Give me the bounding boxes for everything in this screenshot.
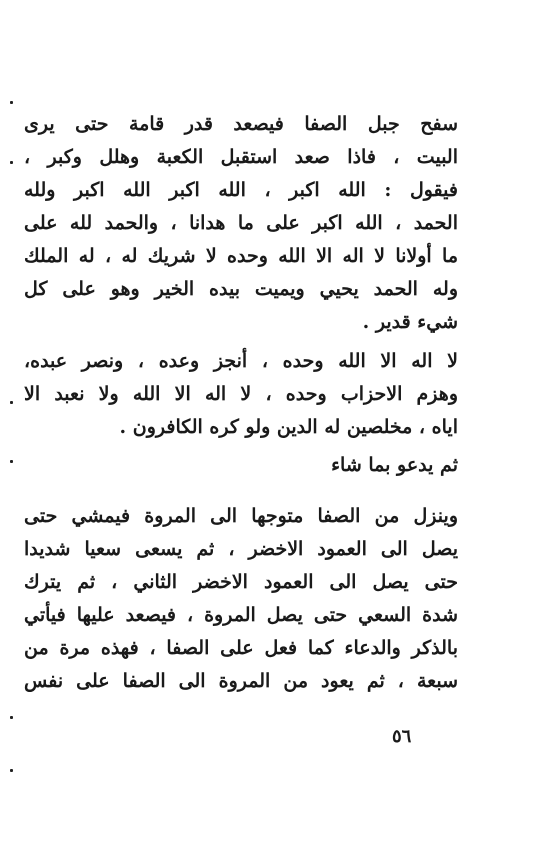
paragraph-4 [24,500,458,698]
paragraph-1 [24,108,458,339]
text-line: الحمد ، الله اكبر على ما هدانا ، والحمد لله على [24,212,458,234]
text-line: سبعة ، ثم يعود من المروة الى الصفا على نفس [24,670,458,692]
scan-speck [10,161,13,164]
text-line: يصل الى العمود الاخضر ، ثم يسعى سعيا شديدا [24,538,458,560]
text-line: ما أولانا لا اله الا الله وحده لا شريك له ، له الملك [24,245,458,267]
text-line: سفح جبل الصفا فيصعد قدر قامة حتى يرى [24,113,458,135]
scan-speck [10,101,13,104]
text-line: وينزل من الصفا متوجها الى المروة فيمشي حتى [24,505,458,527]
scan-speck [10,460,13,463]
text-line: وله الحمد يحيي ويميت بيده الخير وهو على كل [24,278,458,300]
text-line: شيء قدير . [362,311,458,333]
scan-speck [10,401,13,404]
paragraph-2 [24,345,458,444]
scan-speck [10,716,13,719]
text-line: ثم يدعو بما شاء [331,454,458,476]
text-line: حتى يصل الى العمود الاخضر الثاني ، ثم يترك [24,571,458,593]
text-line: وهزم الاحزاب وحده ، لا اله الا الله ولا نعبد الا [24,383,458,405]
text-line: لا اله الا الله وحده ، أنجز وعده ، ونصر عبده، [24,350,458,372]
text-line: شدة السعي حتى يصل المروة ، فيصعد عليها فيأتي [24,604,458,626]
paragraph-3 [24,449,458,482]
text-line: فيقول : الله اكبر ، الله اكبر الله اكبر ولله [24,179,458,201]
text-line: البيت ، فاذا صعد استقبل الكعبة وهلل وكبر ، [24,146,458,168]
scan-speck [10,769,13,772]
page-number: ٥٦ [392,726,412,747]
text-line: بالذكر والدعاء كما فعل على الصفا ، فهذه مرة من [24,637,458,659]
text-line: اياه ، مخلصين له الدين ولو كره الكافرون . [119,416,458,438]
